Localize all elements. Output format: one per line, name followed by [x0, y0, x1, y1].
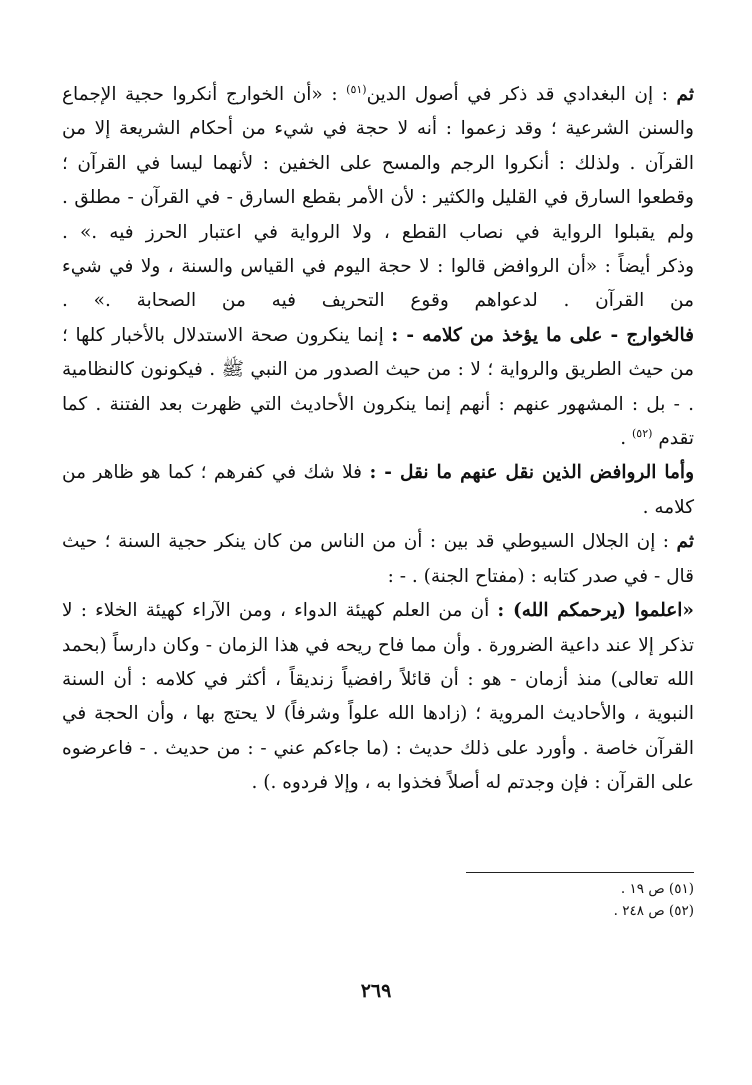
paragraph-1-text-b: : «أن الخوارج أنكروا حجية الإجماع والسنن الشرعية ؛ وقد زعموا : أنه لا حجة في شيء من أحكام الشريعة إلا من القرآن . ولذلك : أنكروا الرجم والمسح على الخفين : لأنهما ليسا في القرآن ؛ وقطعوا السارق في القليل والكثير : لأن الأمر بقطع السارق - في القرآن - مطلق . ولم يقبلوا الرواية في نصاب القطع ، ولا الرواية في اعتبار الحرز فيه .» .: [62, 84, 694, 243]
page-number: ٢٦٩: [360, 980, 392, 1002]
paragraph-1-lead: ثم: [676, 84, 695, 105]
footnote-ref-51: (٥١): [346, 82, 367, 96]
main-text: [62, 78, 694, 801]
paragraph-5-text: : إن الجلال السيوطي قد بين : أن من الناس من كان ينكر حجية السنة ؛ حيث قال - في صدر كتابه : (مفتاح الجنة) . - :: [62, 531, 694, 587]
paragraph-4: [62, 456, 694, 525]
paragraph-4-lead: وأما الروافض الذين نقل عنهم ما نقل - :: [369, 462, 695, 484]
footnotes: [394, 878, 694, 922]
paragraph-3-lead: فالخوارج - على ما يؤخذ من كلامه - :: [391, 324, 694, 346]
paragraph-1-text-a: : إن البغدادي قد ذكر في أصول الدين: [366, 84, 668, 105]
paragraph-5: [62, 525, 694, 594]
footnote-52: (٥٢) ص ٢٤٨ .: [613, 903, 694, 919]
paragraph-3-text-b: .: [620, 428, 627, 450]
paragraph-2: [62, 250, 694, 319]
paragraph-4-text: فلا شك في كفرهم ؛ كما هو ظاهر من كلامه .: [62, 462, 694, 518]
footnote-51: (٥١) ص ١٩ .: [620, 881, 694, 897]
paragraph-3: [62, 319, 694, 457]
footnote-ref-52: (٥٢): [632, 426, 653, 440]
paragraph-3-text-a: إنما ينكرون صحة الاستدلال بالأخبار كلها ؛ من حيث الطريق والرواية ؛ لا : من حيث الصدور من النبي ﷺ . فيكونون كالنظامية . - بل : المشهور عنهم : أنهم إنما ينكرون الأحاديث التي ظهرت بعد الفتنة . كما تقدم: [62, 324, 694, 450]
footnote-separator: [466, 872, 694, 873]
paragraph-6-text: أن من العلم كهيئة الدواء ، ومن الآراء كهيئة الخلاء : لا تذكر إلا عند داعية الضرورة . وأن مما فاح ريحه في هذا الزمان - وكان دارساً (بحمد الله تعالى) منذ أزمان - هو : أن قائلاً رافضياً زنديقاً ، أكثر في كلامه : أن السنة النبوية ، والأحاديث المروية ؛ (زادها الله علواً وشرفاً) لا يحتج بها ، وأن الحجة في القرآن خاصة . وأورد على ذلك حديث : (ما جاءكم عني - : من حديث . - فاعرضوه على القرآن : فإن وجدتم له أصلاً فخذوا به ، وإلا فردوه .) .: [62, 600, 694, 794]
paragraph-1: [62, 78, 694, 250]
paragraph-6: [62, 594, 694, 800]
paragraph-6-lead: «اعلموا (يرحمكم الله) :: [497, 600, 694, 622]
paragraph-5-lead: ثم: [676, 531, 694, 553]
paragraph-2-text: وذكر أيضاً : «أن الروافض قالوا : لا حجة اليوم في القياس والسنة ، ولا في شيء من القرآن . لدعواهم وقوع التحريف فيه من الصحابة .» .: [62, 256, 694, 312]
